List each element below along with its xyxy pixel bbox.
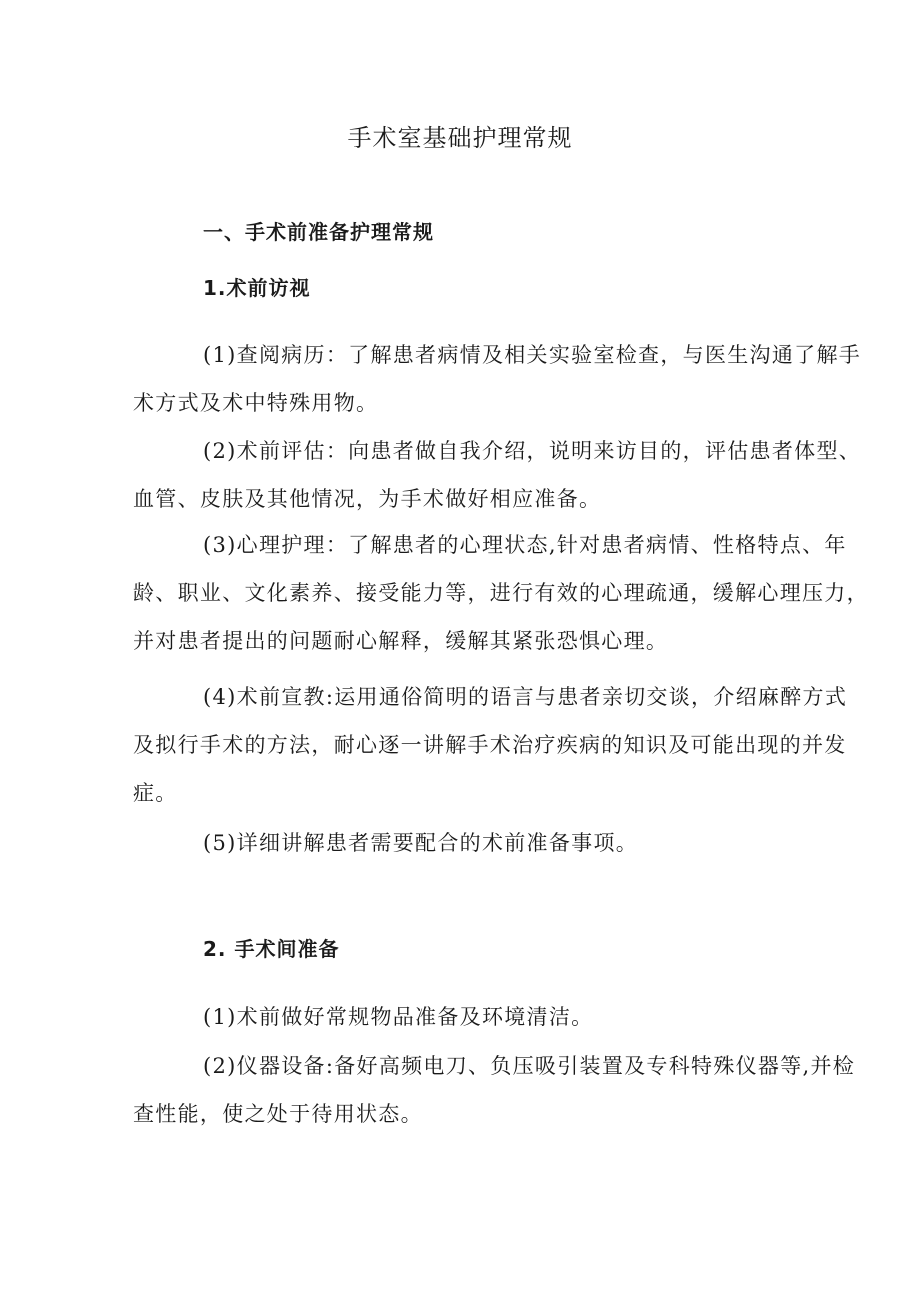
paragraph [133,993,793,1041]
text-line: 术方式及术中特殊用物。 [133,391,379,415]
text-line: 血管、皮肤及其他情况，为手术做好相应准备。 [133,487,602,511]
text-line: 症。 [133,781,178,805]
text-line: 并对患者提出的问题耐心解释，缓解其紧张恐惧心理。 [133,629,669,653]
section-heading: 一、手术前准备护理常规 [203,220,434,244]
text-line: (3)心理护理：了解患者的心理状态,针对患者病情、性格特点、年 [203,533,847,557]
paragraph [133,331,862,427]
paragraph [133,673,848,817]
text-line: (5)详细讲解患者需要配合的术前准备事项。 [203,831,639,855]
paragraph [133,427,862,523]
text-line: (2)仪器设备:备好高频电刀、负压吸引装置及专科特殊仪器等,并检 [203,1054,856,1078]
text-line: 及拟行手术的方法，耐心逐一讲解手术治疗疾病的知识及可能出现的并发 [133,733,847,757]
text-line: 查性能，使之处于待用状态。 [133,1102,423,1126]
text-line: (2)术前评估：向患者做自我介绍，说明来访目的，评估患者体型、 [203,439,862,463]
text-line: (1)术前做好常规物品准备及环境清洁。 [203,1005,594,1029]
subsection-heading: 1.术前访视 [203,276,311,300]
text-line: (4)术前宣教:运用通俗简明的语言与患者亲切交谈，介绍麻醉方式 [203,685,848,709]
subsection-heading: 2. 手术间准备 [203,937,340,961]
paragraph [133,521,869,665]
text-line: 龄、职业、文化素养、接受能力等，进行有效的心理疏通，缓解心理压力， [133,581,869,605]
paragraph [133,1042,856,1138]
paragraph [133,819,793,867]
document-title: 手术室基础护理常规 [347,124,573,152]
text-line: (1)查阅病历：了解患者病情及相关实验室检查，与医生沟通了解手 [203,343,862,367]
